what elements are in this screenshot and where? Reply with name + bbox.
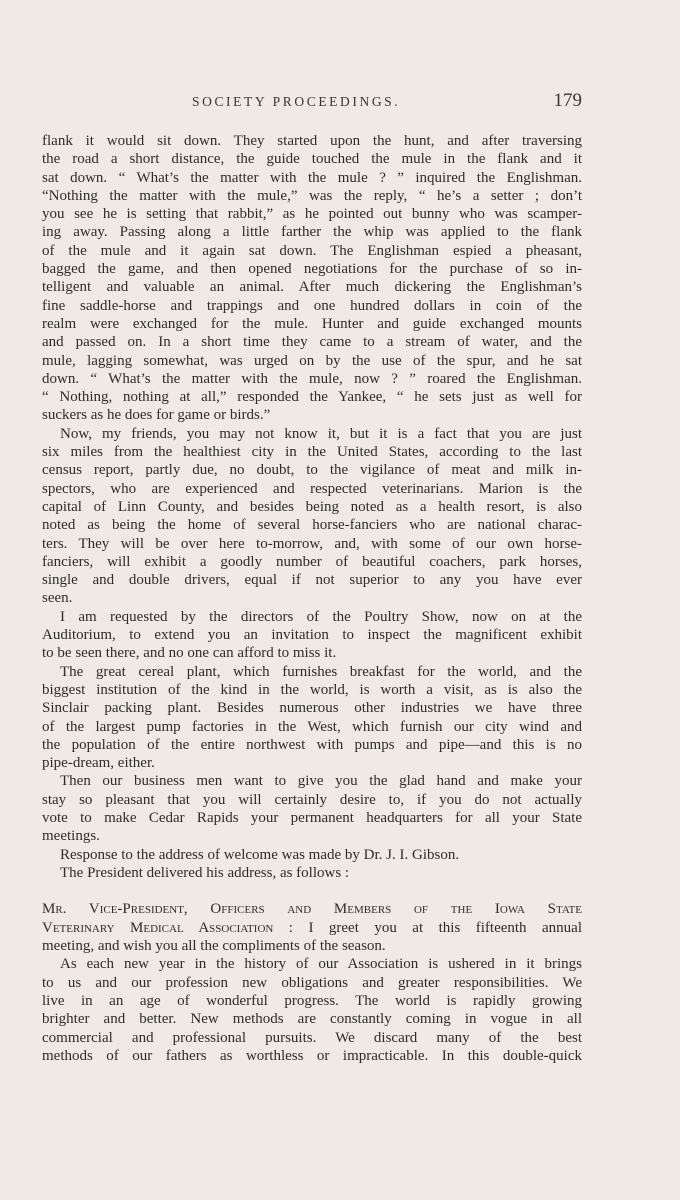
text-line: telligent and valuable an animal. After much dickering the Englishman’s [42,279,582,296]
text-line: Sinclair packing plant. Besides numerous other industries we have three [42,700,582,717]
text-line: I am requested by the directors of the Poultry Show, now on at the [60,608,582,625]
text-line: of the mule and it again sat down. The Englishman espied a pheasant, [42,242,582,259]
text-line: to be seen there, and no one can afford to miss it. [42,645,337,662]
text-line: ing away. Passing along a little farther the whip was applied to the flank [42,224,582,241]
text-line: noted as being the home of several horse-fanciers who are national charac- [42,517,582,534]
text-line: fine saddle-horse and trappings and one hundred dollars in coin of the [42,297,582,314]
text-line: Then our business men want to give you the glad hand and make your [60,773,582,790]
text-line: down. “ What’s the matter with the mule, now ? ” roared the Englishman. [42,370,582,387]
text-line: The President delivered his address, as follows : [60,864,350,881]
text-line: flank it would sit down. They started upon the hunt, and after traversing [42,133,582,149]
text-line: Auditorium, to extend you an invitation to inspect the magnificent exhibit [42,627,582,644]
text-line: pipe-dream, either. [42,755,155,772]
text-line: bagged the game, and then opened negotiations for the purchase of so in- [42,261,582,278]
text-line: spectors, who are experienced and respected veterinarians. Marion is the [42,480,582,497]
speech-text [42,132,582,882]
text-line: the population of the entire northwest with pumps and pipe—and this is no [42,736,582,753]
section-gap [42,882,582,900]
address-salutation-continued: Veterinary Medical Association : [42,919,293,936]
text-line: Now, my friends, you may not know it, but it is a fact that you are just [60,425,582,442]
text-line: commercial and professional pursuits. We discard many of the best [42,1029,582,1046]
text-line: meeting, and wish you all the compliments of the season. [42,938,386,955]
text-line: Response to the address of welcome was made by Dr. J. I. Gibson. [60,846,460,863]
address-salutation-line-1: Mr. Vice-President, Officers and Members of the Iowa State [42,901,582,918]
text-line: you see he is setting that rabbit,” as he pointed out bunny who was scamper- [42,206,582,223]
text-line: and passed on. In a short time they came to a stream of water, and the [42,334,582,351]
text-line: fanciers, will exhibit a goodly number of beautiful coachers, park horses, [42,553,582,570]
text-line: live in an age of wonderful progress. The world is rapidly growing [42,992,582,1009]
text-line: six miles from the healthiest city in the United States, according to the last [42,444,582,461]
text-line: the road a short distance, the guide touched the mule in the flank and it [42,151,582,168]
text-line: realm were exchanged for the mule. Hunter and guide exchanged mounts [42,315,582,332]
text-line: capital of Linn County, and besides being noted as a health resort, is also [42,498,582,515]
text-line: biggest institution of the kind in the world, is worth a visit, as is also the [42,681,582,698]
text-line: census report, partly due, no doubt, to the vigilance of meat and milk in- [42,462,582,479]
text-line: “ Nothing, nothing at all,” responded the Yankee, “ he sets just as well for [42,389,582,406]
text-line: mule, lagging somewhat, was urged on by the use of the spur, and he sat [42,352,582,369]
text-line: of the largest pump factories in the West, which furnish our city wind and [42,718,582,735]
text-line: seen. [42,590,73,607]
text-line: methods of our fathers as worthless or impracticable. In this double-quick [42,1047,582,1064]
text-line: As each new year in the history of our Association is ushered in it brings [60,956,582,973]
text-line: meetings. [42,828,100,845]
address-salutation-line-2 [42,919,582,937]
page-number: 179 [553,90,582,111]
page-header [42,92,582,116]
text-line: brighter and better. New methods are constantly coming in vogue in all [42,1011,582,1028]
text-line: sat down. “ What’s the matter with the mule ? ” inquired the Englishman. [42,169,582,186]
text-line: vote to make Cedar Rapids your permanent headquarters for all your State [42,809,582,826]
text-line: stay so pleasant that you will certainly desire to, if you do not actually [42,791,582,808]
text-line: to us and our profession new obligations and greater responsibilities. We [42,974,582,991]
address-opening: I greet you at this fifteenth annual [308,919,582,936]
running-title: SOCIETY PROCEEDINGS. [192,94,401,109]
text-line: “Nothing the matter with the mule,” was the reply, “ he’s a setter ; don’t [42,187,582,204]
text-line: suckers as he does for game or birds.” [42,407,271,424]
text-line: single and double drivers, equal if not superior to any you have ever [42,572,582,589]
body-text [42,132,582,1065]
address-text [42,937,582,1065]
text-line: The great cereal plant, which furnishes breakfast for the world, and the [60,663,582,680]
text-line: ters. They will be over here to-morrow, and, with some of our own horse- [42,535,582,552]
